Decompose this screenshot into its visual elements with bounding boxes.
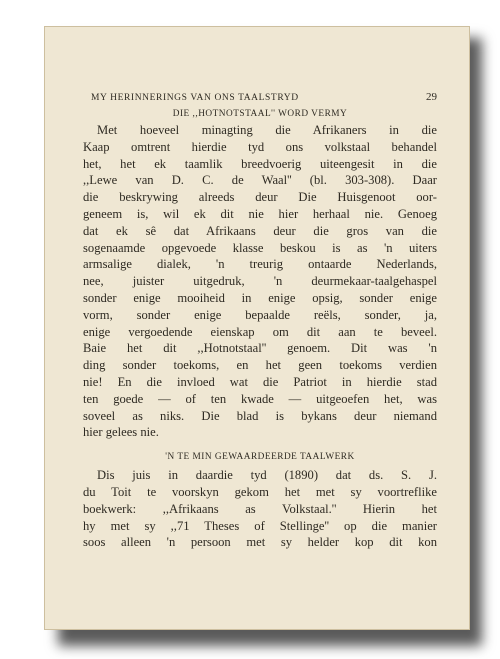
text-line: nie! En die invloed wat die Patriot in hierdie stad — [83, 374, 437, 389]
text-line: sogenaamde opgevoede klasse beskou is as 'n uiters — [83, 240, 437, 255]
text-line: die beskrywing alreeds deur Die Huisgenoot oor- — [83, 190, 437, 205]
running-head — [91, 91, 437, 103]
text-line: hy met sy ,,71 Theses of Stellinge'' op die manier — [83, 518, 437, 533]
text-line: hier gelees nie. — [83, 425, 159, 440]
paragraph-2 — [83, 467, 437, 551]
section-heading-2: 'N TE MIN GEWAARDEERDE TAALWERK — [165, 452, 355, 463]
text-line: armsalige dialek, 'n treurig ontaarde Nederlands, — [83, 257, 437, 272]
text-line: Baie het dit ,,Hotnotstaal'' genoem. Dit was 'n — [83, 341, 437, 356]
page-number: 29 — [426, 91, 437, 103]
section-heading-1: DIE ,,HOTNOTSTAAL'' WORD VERMY — [172, 109, 348, 119]
text-line: vorm, sonder enige bepaalde reëls, sonder, ja, — [83, 307, 437, 322]
text-line: geneem is, wil ek dit nie hier herhaal nie. Genoeg — [83, 206, 437, 221]
text-line: enige vergoedende eienskap om dit aan te beveel. — [83, 324, 437, 339]
text-line: Met hoeveel minagting die Afrikaners in die — [97, 123, 437, 137]
text-line: dat ek sê dat Afrikaans deur die gros van die — [83, 223, 437, 238]
page-content — [83, 91, 437, 551]
text-line: soos alleen 'n persoon met sy helder kop dit kon — [83, 535, 437, 550]
text-line: ding sonder toekoms, en het geen toekoms verdien — [83, 358, 437, 373]
text-line: ten goede — of ten kwade — uitgeoefen het, was — [83, 391, 437, 406]
text-line: soveel as niks. Die blad is bykans deur niemand — [83, 408, 437, 423]
text-line: ,,Lewe van D. C. de Waal'' (bl. 303-308). Daar — [83, 173, 437, 188]
text-line: sonder enige mooiheid in enige opsig, sonder enige — [83, 290, 437, 305]
text-line: Dis juis in daardie tyd (1890) dat ds. S. J. — [97, 468, 437, 483]
text-line: boekwerk: ,,Afrikaans as Volkstaal.'' Hierin het — [83, 501, 437, 516]
text-line: du Toit te voorskyn gekom het met sy voortreflike — [83, 484, 437, 499]
text-line: nee, juister uitgedruk, 'n deurmekaar-taalgehaspel — [83, 274, 437, 289]
text-line: het, het ek taamlik breedvoerig uiteengesit in die — [83, 156, 437, 171]
paragraph-1 — [83, 122, 437, 441]
running-head-title: MY HERINNERINGS VAN ONS TAALSTRYD — [91, 93, 299, 103]
text-line: Kaap omtrent hierdie tyd ons volkstaal behandel — [83, 139, 437, 154]
book-page — [44, 26, 470, 630]
